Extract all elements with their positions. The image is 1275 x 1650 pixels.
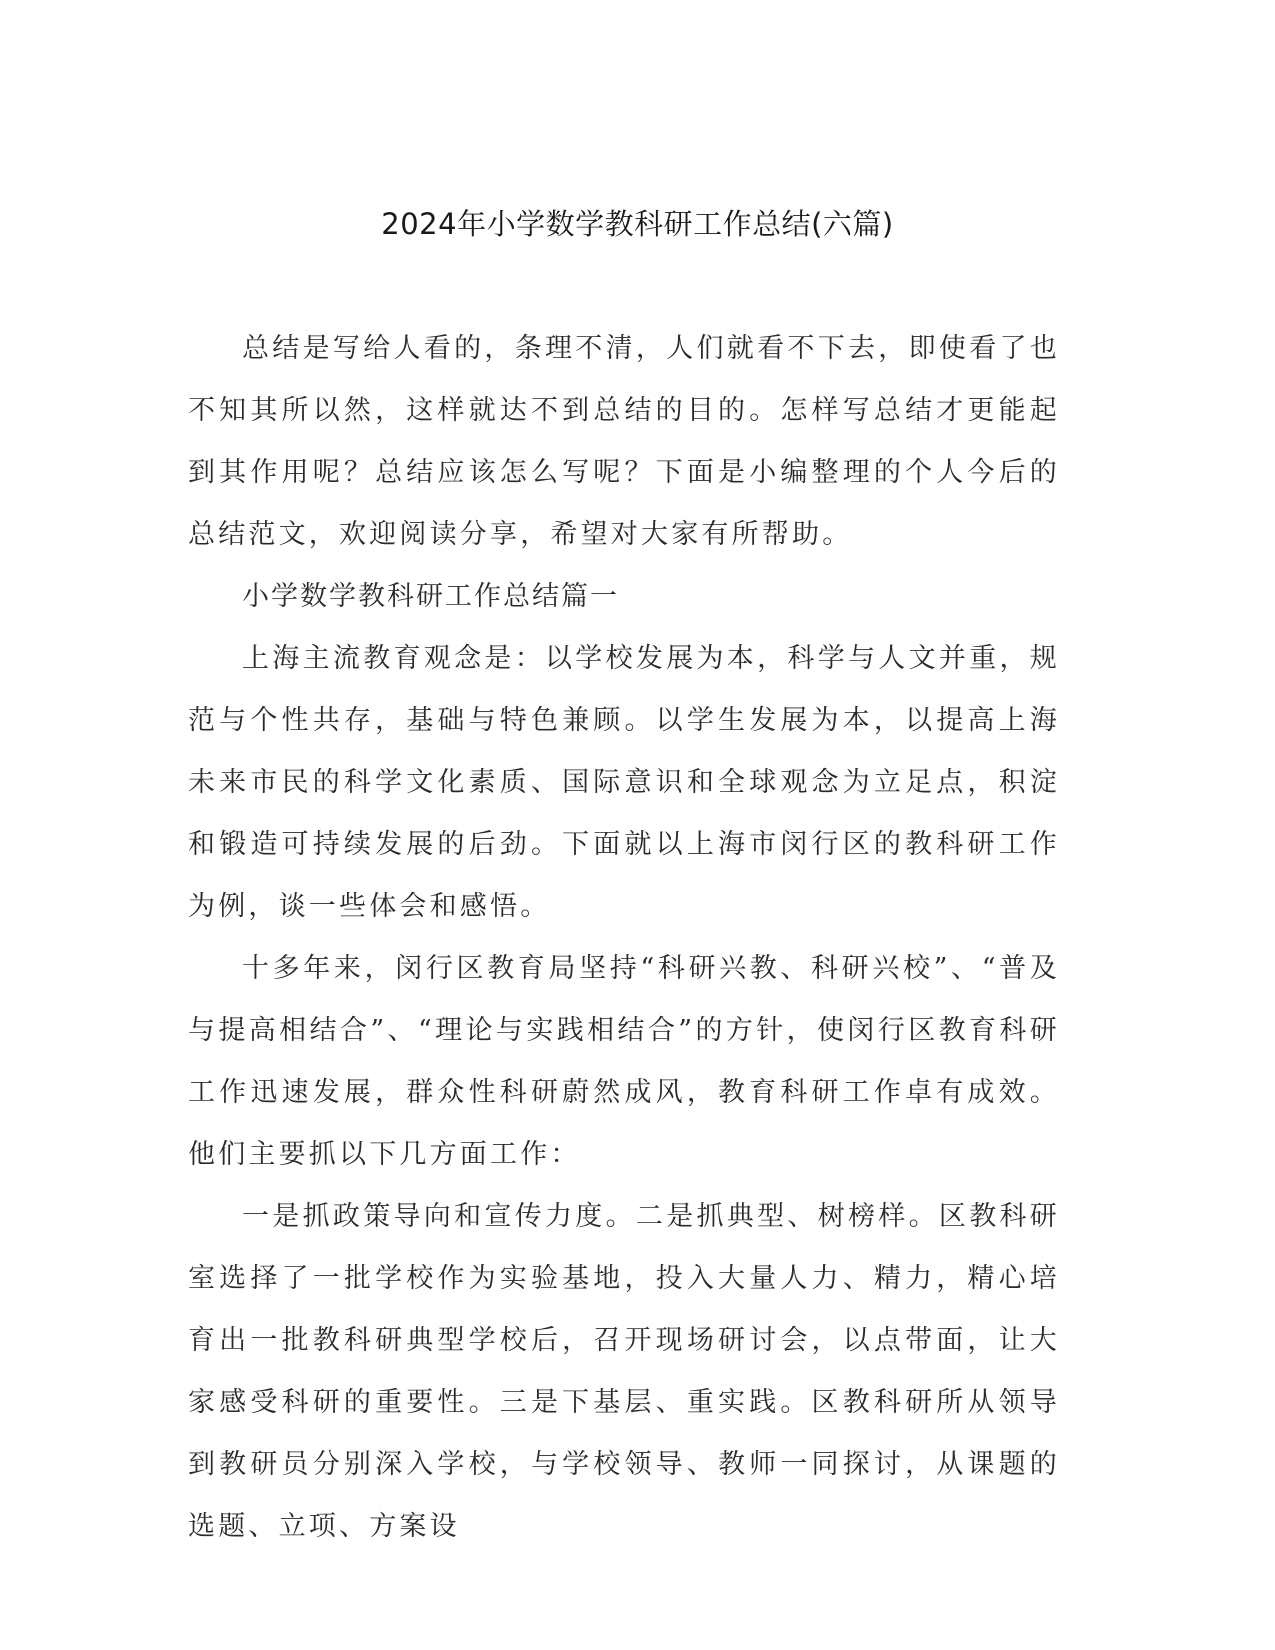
- paragraph-intro: 总结是写给人看的，条理不清，人们就看不下去，即使看了也不知其所以然，这样就达不到总结的目的。怎样写总结才更能起到其作用呢？总结应该怎么写呢？下面是小编整理的个人今后的总结范文，欢迎阅读分享，希望对大家有所帮助。: [188, 333, 1060, 550]
- paragraph: 一是抓政策导向和宣传力度。二是抓典型、树榜样。区教科研室选择了一批学校作为实验基地，投入大量人力、精力，精心培育出一批教科研典型学校后，召开现场研讨会，以点带面，让大家感受科研的重要性。三是下基层、重实践。区教科研所从领导到教研员分别深入学校，与学校领导、教师一同探讨，从课题的选题、立项、方案设: [188, 1201, 1060, 1542]
- document-body: [188, 318, 1060, 1558]
- paragraph: 十多年来，闵行区教育局坚持“科研兴教、科研兴校”、“普及与提高相结合”、“理论与实践相结合”的方针，使闵行区教育科研工作迅速发展，群众性科研蔚然成风，教育科研工作卓有成效。他们主要抓以下几方面工作：: [188, 953, 1060, 1170]
- paragraph: 上海主流教育观念是：以学校发展为本，科学与人文并重，规范与个性共存，基础与特色兼顾。以学生发展为本，以提高上海未来市民的科学文化素质、国际意识和全球观念为立足点，积淀和锻造可持续发展的后劲。下面就以上海市闵行区的教科研工作为例，谈一些体会和感悟。: [188, 643, 1060, 922]
- document-title: 2024年小学数学教科研工作总结(六篇): [381, 207, 894, 241]
- section-heading: 小学数学教科研工作总结篇一: [242, 581, 619, 612]
